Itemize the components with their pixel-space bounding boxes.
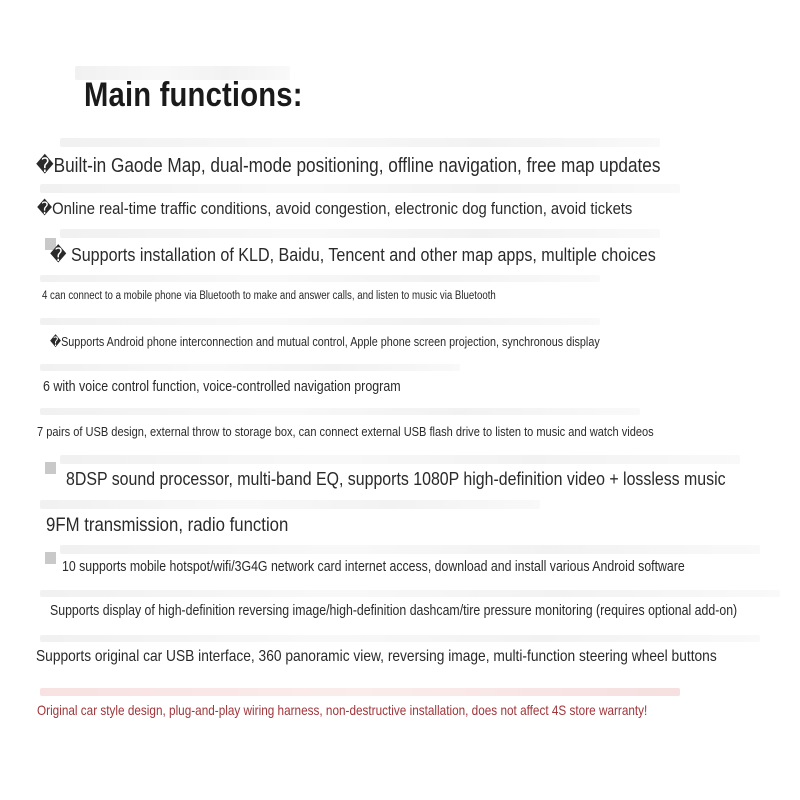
ghost-text — [60, 455, 740, 464]
function-item: 9FM transmission, radio function — [46, 514, 289, 536]
function-item: 7 pairs of USB design, external throw to storage box, can connect external USB flash drive to listen to music and watch videos — [37, 424, 654, 439]
ghost-text — [40, 184, 680, 193]
bullet-icon — [45, 552, 56, 564]
page-title: Main functions: — [84, 76, 303, 114]
warranty-notice: Original car style design, plug-and-play wiring harness, non-destructive installation, does not affect 4S store warranty! — [37, 702, 648, 718]
function-item: 4 can connect to a mobile phone via Bluetooth to make and answer calls, and listen to music via Bluetooth — [42, 290, 496, 302]
ghost-text — [60, 138, 660, 147]
ghost-text — [40, 590, 780, 597]
ghost-text — [40, 500, 540, 509]
ghost-text — [40, 635, 760, 642]
function-item: 8DSP sound processor, multi-band EQ, supports 1080P high-definition video + lossless music — [66, 468, 726, 489]
ghost-text — [40, 688, 680, 696]
ghost-text — [40, 364, 460, 371]
ghost-text — [40, 408, 640, 415]
ghost-text — [40, 275, 600, 282]
function-item: Supports display of high-definition reversing image/high-definition dashcam/tire pressure monitoring (requires optional add-on) — [50, 603, 738, 619]
function-item: Supports original car USB interface, 360 panoramic view, reversing image, multi-function steering wheel buttons — [36, 648, 717, 665]
function-item: � Supports installation of KLD, Baidu, Tencent and other map apps, multiple choices — [50, 244, 656, 265]
ghost-text — [60, 545, 760, 554]
function-item: 6 with voice control function, voice-controlled navigation program — [43, 379, 401, 395]
function-item: 10 supports mobile hotspot/wifi/3G4G network card internet access, download and install various Android software — [62, 559, 685, 575]
function-item: �Online real-time traffic conditions, avoid congestion, electronic dog function, avoid tickets — [37, 199, 633, 218]
ghost-text — [60, 229, 660, 238]
function-item: �Built-in Gaode Map, dual-mode positioning, offline navigation, free map updates — [36, 155, 661, 177]
bullet-icon — [45, 462, 56, 474]
ghost-text — [40, 318, 600, 325]
function-item: �Supports Android phone interconnection and mutual control, Apple phone screen projection, synchronous display — [50, 334, 600, 349]
